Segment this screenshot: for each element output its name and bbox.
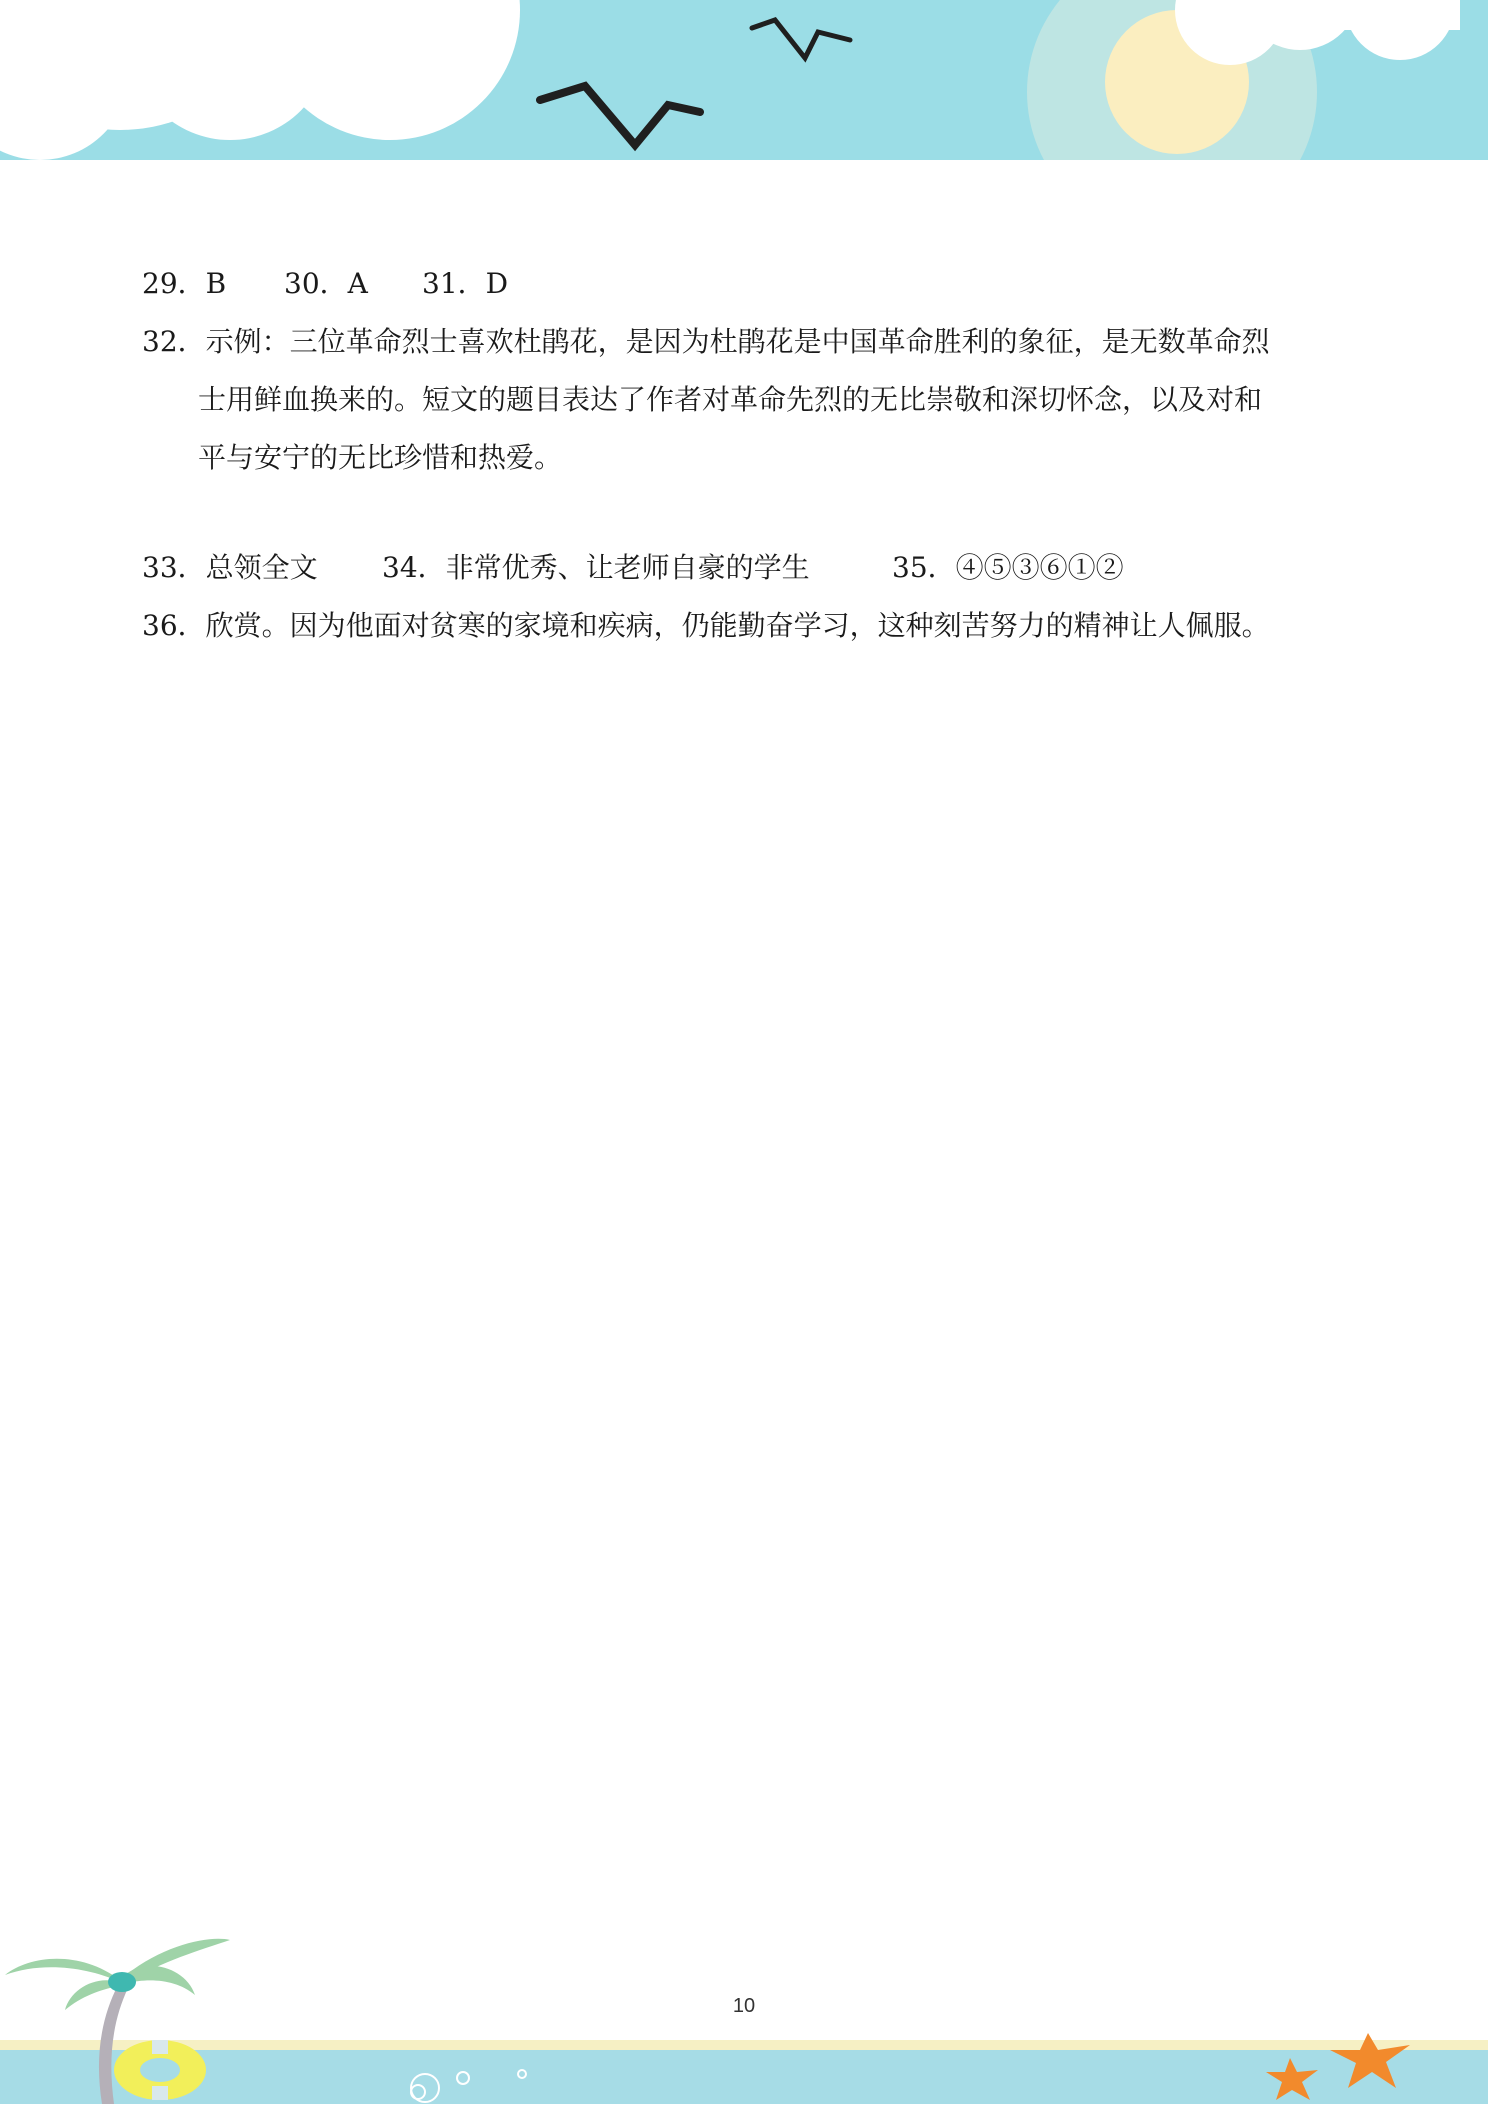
- answer-30: 30．A: [284, 267, 368, 300]
- header-sky-banner: [0, 0, 1488, 166]
- answer-32-line-3: 平与安宁的无比珍惜和热爱。: [198, 441, 563, 474]
- answer-35: 35．④⑤③⑥①②: [892, 551, 1124, 584]
- answer-34: 34．非常优秀、让老师自豪的学生: [382, 551, 810, 584]
- answer-32-line-1: 32．示例：三位革命烈士喜欢杜鹃花，是因为杜鹃花是中国革命胜利的象征，是无数革命烈: [142, 325, 1270, 358]
- answer-31: 31．D: [422, 267, 509, 300]
- footer-beach-banner: [0, 1920, 1488, 2104]
- answer-33: 33．总领全文: [142, 551, 318, 584]
- answer-29: 29．B: [142, 267, 227, 300]
- page-number: 10: [732, 1995, 756, 2017]
- sea-strip: [0, 2050, 1488, 2104]
- answer-32-line-2: 士用鲜血换来的。短文的题目表达了作者对革命先烈的无比崇敬和深切怀念，以及对和: [198, 383, 1263, 416]
- answer-36: 36．欣赏。因为他面对贫寒的家境和疾病，仍能勤奋学习，这种刻苦努力的精神让人佩服。: [142, 609, 1270, 642]
- sand-strip: [0, 2040, 1488, 2050]
- swim-ring-icon: [114, 2040, 206, 2100]
